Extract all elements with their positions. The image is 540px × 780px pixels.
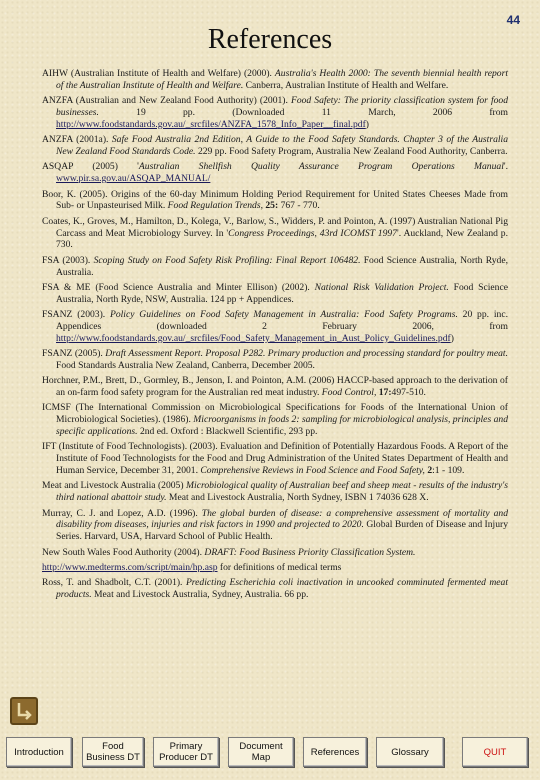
nav-introduction-button[interactable]: Introduction (6, 737, 72, 767)
reference-text: Canberra, Australian Institute of Health and Welfare. (243, 79, 449, 91)
reference-entry (42, 309, 508, 344)
reference-link[interactable]: http://www.foodstandards.gov.au/_srcfiles/ANZFA_1578_Info_Paper__final.pdf (56, 118, 366, 130)
reference-entry (42, 189, 508, 213)
reference-link[interactable]: http://www.foodstandards.gov.au/_srcfiles/Food_Safety_Management_in_Aust_Policy_Guidelines.pdf (56, 332, 451, 344)
reference-text: Ross, T. and Shadbolt, C.T. (2001). (42, 577, 186, 589)
reference-text: Australian Shellfish Quality Assurance Program Operations Manual (138, 161, 504, 173)
reference-text: Policy Guidelines on Food Safety Management in Australia: Food Safety Programs. (109, 309, 458, 321)
reference-text: 20 pp. inc. Appendices (downloaded 2 February 2006, from (56, 309, 508, 332)
nav-primary-producer-button[interactable]: Primary Producer DT (153, 737, 219, 767)
reference-text: Food Standards Australia New Zealand, Canberra, December 2005. (56, 359, 315, 371)
reference-text: ASQAP (2005) ' (42, 161, 139, 173)
reference-text: :1 - 109. (432, 465, 465, 477)
reference-entry (42, 508, 508, 543)
reference-text: Horchner, P.M., Brett, D., Gormley, B., Jenson, I. and Pointon, A.M. (2006) HACCP-based approach to the derivation of an on-farm food safety program for the Australian red meat industry. (42, 375, 508, 399)
reference-text: FSANZ (2003). (42, 309, 110, 321)
back-button[interactable] (10, 697, 38, 725)
reference-text: ICMSF (The International Commission on Microbiological Specifications for Foods of the International Union of Microbiological Societies). (1986). (42, 402, 508, 426)
reference-text: ANZFA (Australian and New Zealand Food Authority) (2001). (42, 95, 291, 107)
reference-text: '. Auckland, New Zealand p. 730. (56, 227, 508, 251)
reference-text: FSA & ME (Food Science Australia and Minter Ellison) (2002). (42, 281, 315, 293)
reference-entry (42, 577, 508, 601)
reference-text: Food Science Australia, North Ryde, Australia. (56, 254, 508, 278)
reference-text: Meat and Livestock Australia (2005) (42, 480, 187, 492)
bottom-navigation (0, 732, 540, 772)
reference-text: Food Safety: The priority classification system for food businesses. (56, 95, 508, 118)
reference-text: Predicting Escherichia coli inactivation in uncooked comminuted fermented meat products. (56, 577, 508, 601)
reference-entry (42, 161, 508, 185)
reference-text: Global Burden of Disease and Injury Series. Harvard, USA, Harvard School of Public Health. (56, 519, 509, 543)
reference-text: '. (503, 161, 509, 173)
reference-entry (42, 216, 508, 251)
reference-entry (42, 562, 508, 574)
reference-link[interactable]: www.pir.sa.gov.au/ASQAP_MANUAL/ (56, 173, 211, 185)
reference-entry (42, 255, 508, 279)
reference-text: Comprehensive Reviews in Food Science and Food Safety, (200, 465, 425, 477)
reference-text: 497-510. (391, 387, 426, 399)
reference-entry (42, 68, 508, 92)
nav-document-map-button[interactable]: Document Map (228, 737, 294, 767)
reference-text: Meat and Livestock Australia, Sydney, Australia. 66 pp. (91, 589, 309, 601)
reference-entry (42, 348, 508, 372)
reference-text: Food Regulation Trends, (167, 200, 263, 212)
reference-text: Scoping Study on Food Safety Risk Profiling: Final Report 106482. (93, 254, 361, 266)
reference-text: ) (365, 118, 369, 130)
reference-text: DRAFT: Food Business Priority Classification System. (204, 546, 416, 558)
reference-entry (42, 282, 508, 306)
reference-text: 19 pp. (Downloaded 11 March, 2006 from (98, 106, 508, 118)
reference-text: AIHW (Australian Institute of Health and Welfare) (2000). (42, 68, 275, 79)
reference-link[interactable]: http://www.medterms.com/script/main/hp.asp (42, 561, 218, 573)
nav-quit-button[interactable]: QUIT (462, 737, 528, 767)
reference-text: Food Control, (321, 387, 377, 399)
reference-text: FSANZ (2005). (42, 348, 106, 360)
reference-text: for definitions of medical terms (217, 561, 342, 573)
reference-text: Microbiological quality of Australian beef and sheep meat - results of the industry's third national abattoir study. (56, 480, 509, 504)
reference-entry (42, 402, 508, 437)
reference-text: 17: (376, 387, 392, 399)
reference-text: IFT (Institute of Food Technologists). (2003). Evaluation and Definition of Potentially Hazardous Foods. A Report of the Institute of Food Technologists for the Food and Drug Administration of the United States Department of Health and Human Service, December 31, 2001. (42, 441, 508, 477)
reference-entry (42, 547, 508, 559)
reference-entry (42, 441, 508, 476)
return-arrow-icon (15, 701, 33, 721)
reference-text: 2 (424, 465, 433, 477)
reference-text: The global burden of disease: a comprehensive assessment of mortality and disability from diseases, injuries and risk factors in 1990 and projected to 2020. (56, 507, 508, 531)
nav-references-button[interactable]: References (303, 737, 367, 767)
reference-text: Coates, K., Groves, M., Hamilton, D., Kolega, V., Barlow, S., Widders, P. and Pointon, A. (1997) Australian National Pig Carcass and Meat Microbiology Survey. In ' (42, 215, 508, 239)
reference-text: Murray, C. J. and Lopez, A.D. (1996). (42, 507, 202, 519)
reference-text: 25: (262, 200, 279, 212)
reference-list (42, 68, 508, 605)
nav-food-business-button[interactable]: Food Business DT (82, 737, 144, 767)
reference-text: Safe Food Australia 2nd Edition, A Guide to the Food Safety Standards. Chapter 3 of the Australia New Zealand Food Standards Code. (56, 134, 508, 157)
reference-text: Australia's Health 2000: The seventh biennial health report of the Australian Institute of Health and Welfare. (56, 68, 508, 91)
reference-entry (42, 95, 508, 130)
reference-text: New South Wales Food Authority (2004). (42, 546, 205, 558)
reference-text: 229 pp. Food Safety Program, Australia New Zealand Food Authority, Canberra. (195, 145, 508, 157)
reference-text: Draft Assessment Report. Proposal P282. Primary production and processing standard for poultry meat. (105, 348, 508, 360)
reference-entry (42, 134, 508, 158)
reference-text: ANZFA (2001a). (42, 134, 112, 146)
reference-text: 767 - 770. (278, 200, 320, 212)
reference-text: Congress Proceedings, 43rd ICOMST 1997 (228, 227, 397, 239)
page-title: References (207, 24, 333, 55)
reference-entry (42, 375, 508, 399)
reference-text: 2nd ed. Oxford : Blackwell Scientific, 293 pp. (137, 426, 318, 438)
reference-text: National Risk Validation Project. (314, 281, 449, 293)
nav-glossary-button[interactable]: Glossary (376, 737, 444, 767)
reference-entry (42, 480, 508, 504)
reference-text: Food Science Australia, North Ryde, NSW, Australia. 124 pp + Appendices. (56, 281, 508, 305)
reference-text: ) (450, 332, 454, 344)
reference-text: Meat and Livestock Australia, North Sydney, ISBN 1 74036 628 X. (166, 492, 429, 504)
page-number: 44 (506, 13, 520, 27)
reference-text: Microorganisms in foods 2: sampling for microbiological analysis, principles and specific applications. (56, 414, 508, 438)
reference-text: Boor, K. (2005). Origins of the 60-day Minimum Holding Period Requirement for United States Cheeses Made from Sub- or Unpasteurised Milk. (42, 188, 508, 212)
reference-text: FSA (2003). (42, 254, 94, 266)
